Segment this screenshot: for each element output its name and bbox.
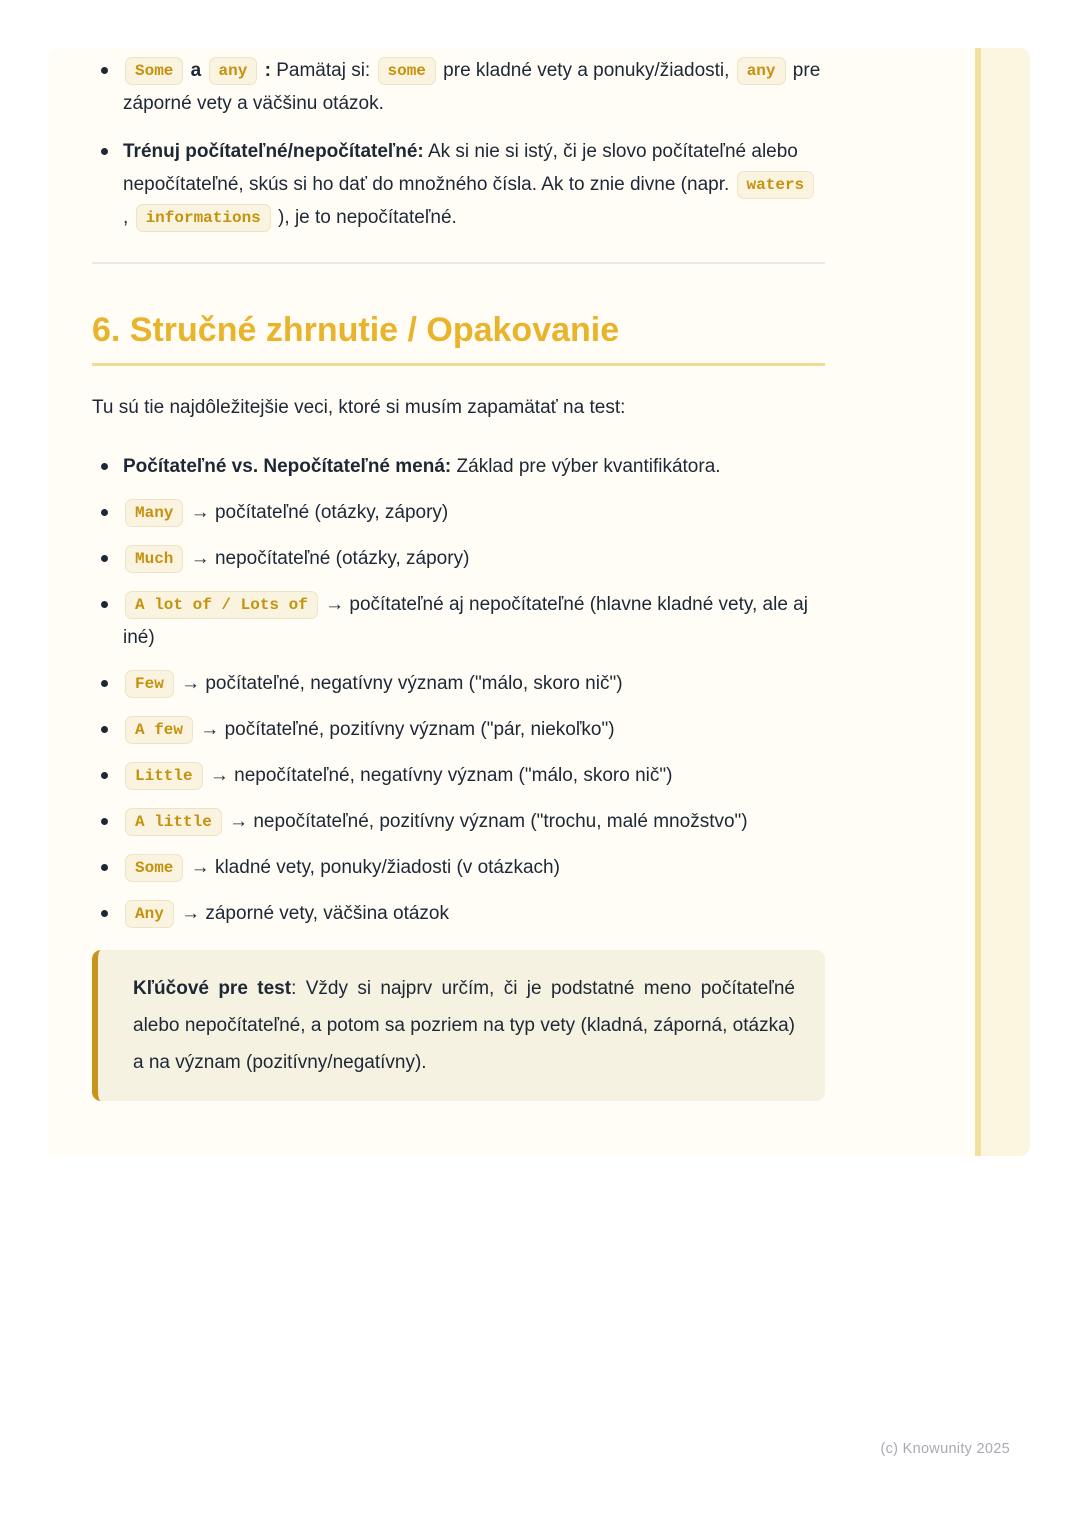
intro-bullet-list (92, 54, 825, 234)
bold-text-run: Počítateľné vs. Nepočítateľné mená: (123, 456, 452, 477)
bullet-list-item (92, 135, 825, 234)
code-chip: Many (125, 499, 183, 527)
bullet-list-item (92, 542, 825, 575)
bullet-list-item (92, 897, 825, 930)
code-chip: Little (125, 762, 203, 790)
code-chip: waters (737, 171, 815, 199)
text-run: → nepočítateľné, negatívny význam ("málo, skoro nič") (204, 765, 673, 786)
code-chip: informations (136, 204, 271, 232)
copyright-footer: (c) Knowunity 2025 (880, 1441, 1010, 1457)
text-run: → počítateľné, pozitívny význam ("pár, niekoľko") (195, 719, 615, 740)
code-chip: A little (125, 808, 222, 836)
bold-text-run: a (185, 60, 207, 81)
section-divider (92, 262, 825, 264)
bullet-list-item (92, 805, 825, 838)
bullet-list-item (92, 588, 825, 654)
code-chip: Much (125, 545, 183, 573)
bullet-list-item (92, 851, 825, 884)
bold-text-run: Trénuj počítateľné/nepočítateľné: (123, 141, 424, 162)
content-column (92, 54, 825, 1101)
section-title: 6. Stručné zhrnutie / Opakovanie (92, 310, 825, 366)
code-chip: Any (125, 900, 174, 928)
callout-text (133, 970, 795, 1081)
notes-page-card (48, 48, 1030, 1156)
section-intro-paragraph: Tu sú tie najdôležitejšie veci, ktoré si musím zapamätať na test: (92, 397, 626, 418)
text-run: → kladné vety, ponuky/žiadosti (v otázkach) (185, 857, 560, 878)
key-takeaway-callout (92, 950, 825, 1101)
text-run: → záporné vety, väčšina otázok (175, 903, 449, 924)
text-run: → nepočítateľné, pozitívny význam ("trochu, malé množstvo") (223, 811, 748, 832)
summary-bullet-list (92, 450, 825, 930)
bullet-list-item (92, 667, 825, 700)
callout-body: : Vždy si najprv určím, či je podstatné meno počítateľné alebo nepočítateľné, a potom sa pozriem na typ vety (kladná, záporná, otázka) a na význam (pozitívny/negatívny). (133, 978, 795, 1073)
bullet-list-item (92, 496, 825, 529)
code-chip: A few (125, 716, 193, 744)
text-run: → počítateľné (otázky, zápory) (185, 502, 449, 523)
text-run: ), je to nepočítateľné. (272, 207, 457, 228)
code-chip: Few (125, 670, 174, 698)
code-chip: Some (125, 854, 183, 882)
code-chip: any (209, 57, 258, 85)
text-run: pre kladné vety a ponuky/žiadosti, (437, 60, 735, 81)
code-chip: Some (125, 57, 183, 85)
decorative-right-stripe (975, 48, 1030, 1156)
bullet-list-item (92, 450, 825, 483)
bullet-list-item (92, 713, 825, 746)
text-run: pre záporné vety a väčšinu otázok. (123, 60, 821, 114)
bold-text-run: : (259, 60, 271, 81)
callout-title: Kľúčové pre test (133, 978, 292, 999)
bullet-list-item (92, 54, 825, 120)
text-run: Základ pre výber kvantifikátora. (451, 456, 721, 477)
text-run: Ak si nie si istý, či je slovo počítateľné alebo nepočítateľné, skús si ho dať do množného čísla. Ak to znie divne (napr. (123, 141, 798, 195)
text-run: , (123, 207, 134, 228)
text-run: → nepočítateľné (otázky, zápory) (185, 548, 470, 569)
text-run: → počítateľné aj nepočítateľné (hlavne kladné vety, ale aj iné) (123, 594, 808, 648)
code-chip: any (737, 57, 786, 85)
code-chip: some (378, 57, 436, 85)
code-chip: A lot of / Lots of (125, 591, 318, 619)
bullet-list-item (92, 759, 825, 792)
text-run: → počítateľné, negatívny význam ("málo, skoro nič") (175, 673, 623, 694)
text-run: Pamätaj si: (270, 60, 376, 81)
